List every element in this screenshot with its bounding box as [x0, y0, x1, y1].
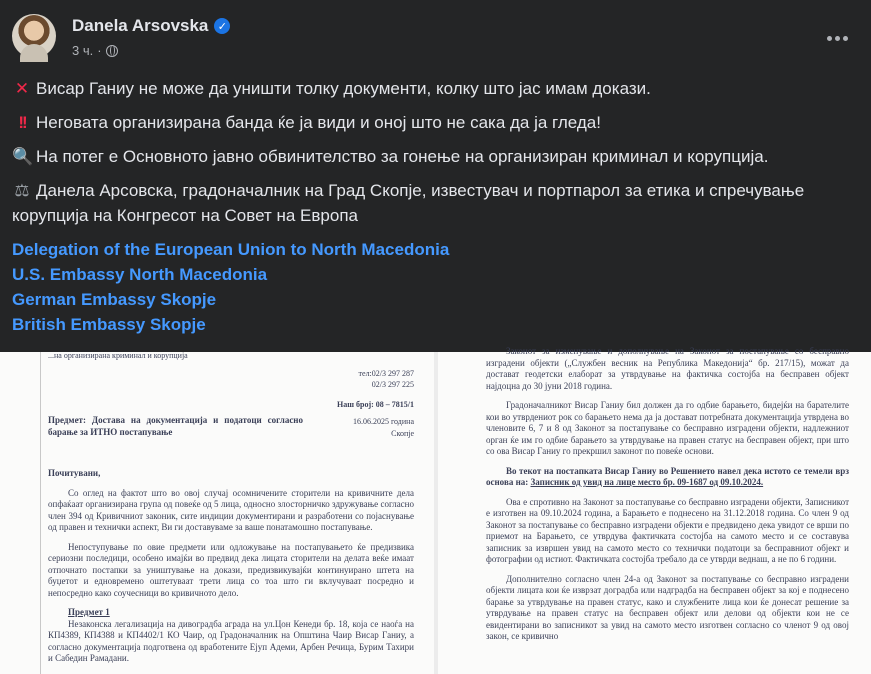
- post-body: [12, 76, 862, 337]
- author-avatar[interactable]: [12, 14, 56, 58]
- tag-british-embassy[interactable]: British Embassy Skopje: [12, 315, 206, 334]
- post-line-3: [12, 144, 862, 169]
- scales-icon: ⚖: [14, 181, 30, 200]
- post-media[interactable]: [0, 346, 871, 674]
- double-exclamation-icon: !!: [18, 113, 26, 132]
- author-name-row: [72, 16, 230, 36]
- doc-right-p2: Во текот на постапката Висар Ганиу во Решението навел дека истото се темели врз основа на: Записник од увид на лице место бр. 09-1687 од 09.10.2024.: [486, 465, 849, 487]
- doc-left-nas-broj: Наш број: 08 – 7815/1: [337, 399, 414, 409]
- post-meta: 3 ч. ·: [72, 43, 118, 58]
- magnifier-icon: 🔍: [12, 147, 34, 166]
- doc-left-greeting: Почитувани,: [48, 468, 101, 478]
- post-line-3-text: На потег е Основното јавно обвинителство за гонење на организиран криминал и корупција.: [36, 147, 769, 166]
- doc-left-tel2: 02/3 297 225: [371, 380, 414, 389]
- post-header: [0, 0, 871, 72]
- tag-eu-delegation[interactable]: Delegation of the European Union to North Macedonia: [12, 240, 450, 259]
- more-options-icon[interactable]: [819, 22, 855, 54]
- doc-right-p1: Градоначалникот Висар Ганиу бил должен да го одбие барањето, бидејќи на барателите кои во утврдениот рок со барањето нема да ја достават потребната документација утврдена во членовите 6, 7 и 8 од Законот за постапување со бесправно изградени објекти, надлежниот орган ќе им го одбие барањето за утврдување на правен статус на бесправен објект, при што со ова Висар Ганиу го прекршил законот по повеќе основи.: [486, 400, 849, 456]
- doc-right-p0: Законот за изменување и дополнување на Законот за постапување со бесправно изградени објекти („Службен весник на Република Македонија“ бр. 217/15), можат да достават геодетски елаборат за утврдување на фактичка состојба на бесправен објект најдоцна до 30 јуни 2018 година.: [486, 346, 849, 391]
- post-line-4-text: Данела Арсовска, градоначалник на Град Скопје, известувач и портпарол за етика и спречување корупција на Конгресот на Совет на Европа: [12, 181, 805, 225]
- document-page-left[interactable]: [0, 352, 434, 674]
- post-line-2-text: Неговата организирана банда ќе ја види и оној што не сака да ја гледа!: [36, 113, 601, 132]
- doc-left-p2: Непоступување по овие предмети или одложување на постапувањето ќе предизвика сериозни последици, особено имајќи во предвид дека лицата сторители на делата веќе имаат отпочнато постапки за уништување на докази, предизвикувајќи континуирано штета на буџетот и едновремено оштетуваат трети лица со тоа што ги вклучуваат посредно и непосредно како соучесници во кривичното дело.: [48, 541, 414, 598]
- globe-icon[interactable]: [106, 45, 118, 57]
- doc-left-item-title: Предмет 1: [68, 607, 110, 617]
- tag-german-embassy[interactable]: German Embassy Skopje: [12, 290, 217, 309]
- verified-badge-icon: ✓: [214, 18, 230, 34]
- author-name[interactable]: Danela Arsovska: [72, 16, 209, 35]
- post-time[interactable]: 3 ч.: [72, 43, 94, 58]
- doc-left-subject: Предмет: Достава на документација и податоци согласно барање за ИТНО постапување: [48, 415, 303, 437]
- doc-left-header-cut: ...на организирана криминал и корупција: [48, 351, 188, 360]
- doc-left-p1: Со оглед на фактот што во овој случај осомничените сторители на кривичните дела опфаќаат организирана група од повеќе од 5 лица, односно злосторничко здружување согласно член 394 од Кривичниот законик, сите индиции документирани и разработени со појаснување од правен и технички аспект, Ви ги доставуваме за ваше понатамошно постапување.: [48, 487, 414, 532]
- post-line-1: [12, 76, 862, 101]
- tag-links: [12, 237, 862, 337]
- post-line-2: [12, 110, 862, 135]
- doc-left-date: 16.06.2025 година: [352, 417, 414, 426]
- document-page-right[interactable]: [438, 346, 871, 674]
- doc-right-p4: Дополнително согласно член 24-а од Законот за постапување со бесправно изградени објекти лицата кои ќе изврзат доградба или надградба на бесправен објект за кој е поднесено барање за утврдување на правен статус, како и службените лица кои ќе донесат решение за утврдување на правен статус на бесправен објект или делови од објекти кои не се евидентирани во записникот за увид на самото место изготвен согласно со членот 9 од овој закон, се кривично: [486, 573, 849, 641]
- post-line-1-text: Висар Ганиу не може да уништи толку документи, колку што јас имам докази.: [36, 79, 651, 98]
- doc-right-p3: Ова е спротивно на Законот за постапување со бесправно изградени објекти, Записникот е изготвен на 09.10.2024 година, а Барањето е поднесено на 31.12.2018 година. Со член 9 од Законот за постапување со бесправно изградени објекти е предвидено дека увидот се врши по приемот на Барањето, се утврдува фактичката состојба на самото место и се составува записник за извршен увид на самото место со технички податоци за бесправниот објект и фотографии од истиот. Фактичката состојба требало да се утврди веднаш, а не по 6 години.: [486, 496, 849, 564]
- doc-left-item-text: Незаконска легализација на дивоградба аграда на ул.Цон Кенеди бр. 18, која се наоѓа на КП4389, КП4388 и КП4402/1 КО Чаир, од Градоначалник на Општина Чаир Висар Ганиу, а согласно документација подготвена од вработените Ејуп Адеми, Арбен Речица, Бурим Тахири и Сабедин Рамадани.: [48, 618, 414, 663]
- tag-us-embassy[interactable]: U.S. Embassy North Macedonia: [12, 265, 268, 284]
- doc-left-city: Скопје: [391, 428, 414, 438]
- doc-left-tel1: тел:02/3 297 287: [358, 368, 414, 378]
- cross-mark-icon: ✕: [14, 79, 30, 98]
- post-line-4: [12, 178, 862, 228]
